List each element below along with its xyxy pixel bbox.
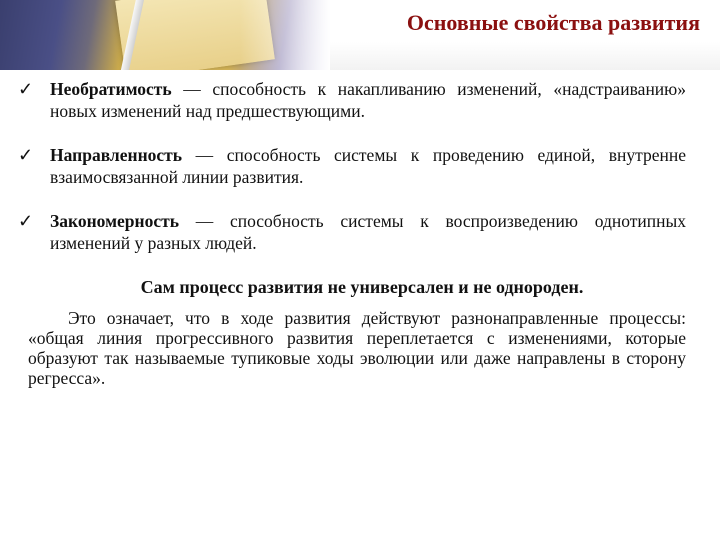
list-item [18, 78, 686, 122]
header-photo [0, 0, 330, 70]
slide-content [18, 78, 686, 388]
checkmark-icon: ✓ [18, 211, 34, 231]
item-text: — способность системы к проведению единой, внутренне взаимосвязанной линии развития. [50, 145, 686, 187]
slide-title: Основные свойства развития [406, 10, 700, 35]
checkmark-icon: ✓ [18, 79, 34, 99]
list-item [18, 210, 686, 254]
item-term: Направленность [50, 145, 183, 165]
list-item [18, 144, 686, 188]
item-term: Закономерность [50, 211, 179, 231]
checkmark-icon: ✓ [18, 145, 34, 165]
item-text: — способность к накапливанию изменений, «надстраиванию» новых изменений над предшествующими. [50, 79, 686, 121]
item-text: — способность системы к воспроизведению однотипных изменений у разных людей. [50, 211, 686, 253]
body-paragraph: Это означает, что в ходе развития действуют разнонаправленные процессы: «общая линия прогрессивного развития переплетается с изменениями, которые образуют так называемые тупиковые ходы эволюции или даже направлены в сторону регресса». [28, 308, 686, 388]
item-term: Необратимость [50, 79, 172, 99]
subheading: Сам процесс развития не универсален и не однороден. [140, 277, 584, 297]
